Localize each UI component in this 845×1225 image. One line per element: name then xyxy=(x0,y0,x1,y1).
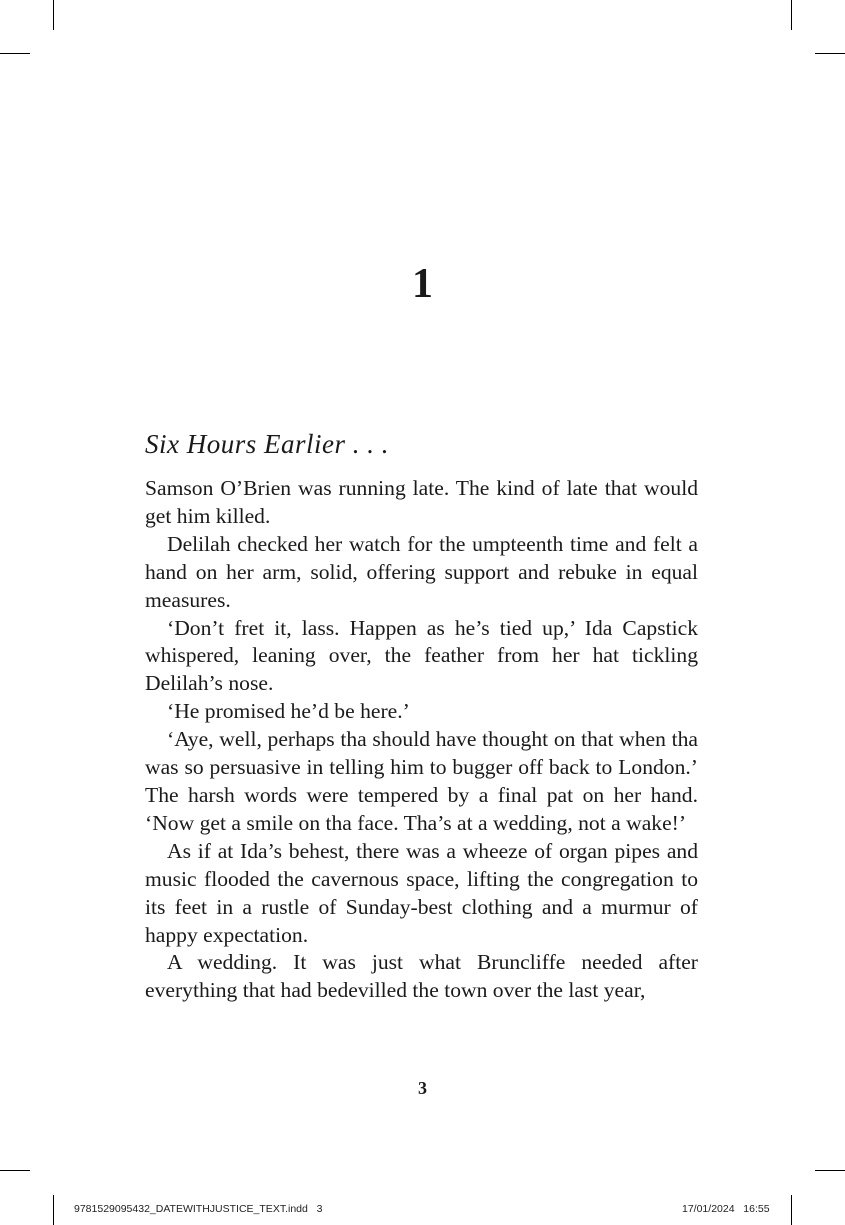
slug-datetime: 17/01/2024 16:55 xyxy=(682,1203,770,1215)
crop-mark-bottom-left-horizontal xyxy=(0,1170,30,1171)
crop-mark-bottom-left-vertical xyxy=(53,1195,54,1225)
crop-mark-top-right-horizontal xyxy=(815,53,845,54)
paragraph: As if at Ida’s behest, there was a wheeze of organ pipes and music flooded the cavernous space, lifting the congregation to its feet in a rustle of Sunday-best clothing and a murmur of happy expectation. xyxy=(145,838,698,947)
paragraph: ‘He promised he’d be here.’ xyxy=(167,699,410,724)
slug-filename: 9781529095432_DATEWITHJUSTICE_TEXT.indd 3 xyxy=(74,1203,323,1215)
crop-mark-top-right-vertical xyxy=(791,0,792,30)
crop-mark-top-left-vertical xyxy=(53,0,54,30)
crop-mark-top-left-horizontal xyxy=(0,53,30,54)
paragraph: Delilah checked her watch for the umpteenth time and felt a hand on her arm, solid, offering support and rebuke in equal measures. xyxy=(145,531,698,612)
body-text xyxy=(145,475,698,1005)
paragraph: Samson O’Brien was running late. The kind of late that would get him killed. xyxy=(145,476,698,528)
paragraph: A wedding. It was just what Bruncliffe needed after everything that had bedevilled the town over the last year, xyxy=(145,950,698,1003)
chapter-subtitle: Six Hours Earlier . . . xyxy=(145,429,389,459)
crop-mark-bottom-right-horizontal xyxy=(815,1170,845,1171)
paragraph: ‘Don’t fret it, lass. Happen as he’s tied up,’ Ida Capstick whispered, leaning over, the feather from her hat tickling Delilah’s nose. xyxy=(145,615,698,696)
chapter-number: 1 xyxy=(412,261,433,307)
crop-mark-bottom-right-vertical xyxy=(791,1195,792,1225)
page-number: 3 xyxy=(418,1078,427,1098)
paragraph: ‘Aye, well, perhaps tha should have thought on that when tha was so persuasive in telling him to bugger off back to London.’ The harsh words were tempered by a final pat on her hand. ‘Now get a smile on tha face. Tha’s at a wedding, not a wake!’ xyxy=(145,727,698,835)
